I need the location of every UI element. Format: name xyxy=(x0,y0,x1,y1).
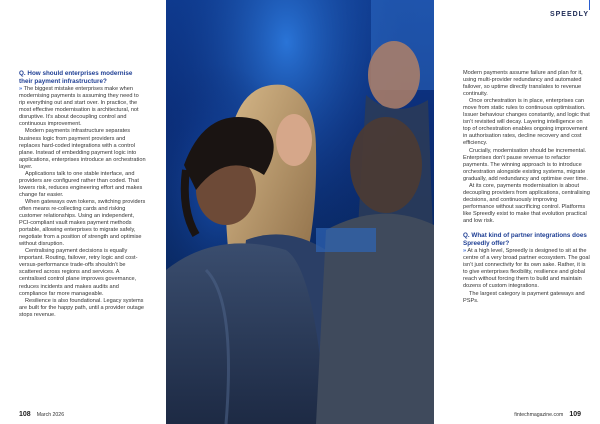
left-paragraph-3: Applications talk to one stable interface, and providers are configured rather than coded. That lowers risk, reduces engineering effort and makes change far easier. xyxy=(19,170,143,198)
section-gap xyxy=(463,225,590,232)
left-question: Q. How should enterprises modernise their payment infrastructure? xyxy=(19,70,133,85)
right-paragraph-1: Modern payments assume failure and plan for it, using multi-provider redundancy and automated failover, so uptime directly translates to revenue continuity. xyxy=(463,70,583,98)
left-paragraph-4: When gateways own tokens, switching providers often means re-collecting cards and risking customer relationships. Using an independent, PCI-compliant vault makes payment methods portable, allowing enterprises to migrate safely, negotiate from a position of strength and optimise without disruption. xyxy=(19,198,146,248)
right-text-column xyxy=(463,70,590,305)
answer-marker-icon: » xyxy=(19,86,23,93)
site-url: fintechmagazine.com xyxy=(514,412,564,418)
issue-date: March 2026 xyxy=(36,412,65,418)
answer-marker-icon: » xyxy=(463,248,467,255)
right-paragraph-5 xyxy=(463,248,590,290)
right-question: Q. What kind of partner integrations does Spreedly offer? xyxy=(463,232,587,247)
conference-photo xyxy=(166,0,434,424)
left-paragraph-2: Modern payments infrastructure separates business logic from payment providers and replaces hard-coded integrations with a control plane. Instead of embedding payment logic into applications, enterprises introduce an orchestration layer. xyxy=(19,128,146,170)
left-page-number: 108 xyxy=(19,411,31,418)
left-paragraph-6: Resilience is also foundational. Legacy systems are built for the happy path, until a provider outage stops revenue. xyxy=(19,297,145,318)
left-paragraph-1 xyxy=(19,86,146,128)
photo-illustration xyxy=(166,0,434,424)
right-footer xyxy=(514,411,581,418)
right-paragraph-3: Crucially, modernisation should be incremental. Enterprises don’t pause revenue to refactor payments. The winning approach is to introduce orchestration alongside existing systems, migrate gradually, add redundancy and optimise over time. xyxy=(463,147,588,182)
right-paragraph-6: The largest category is payment gateways and PSPs. xyxy=(463,290,585,304)
left-text-column xyxy=(19,70,146,319)
brand-label: SPEEDLY xyxy=(549,11,589,18)
left-paragraph-1-text: The biggest mistake enterprises make when modernising payments is assuming they need to rip everything out and start over. In practice, the most effective modernisation is architectural, not disruptive. It’s about decoupling control and continuous improvement. xyxy=(19,86,139,128)
right-paragraph-5-text: At a high level, Spreedly is designed to sit at the centre of a very broad partner ecosystem. The goal isn’t just connectivity for its own sake. Rather, it is to give enterprises flexibility, resilience and global reach without forcing them to build and maintain dozens of custom integrations. xyxy=(463,248,590,290)
right-paragraph-4: At its core, payments modernisation is about decoupling providers from applications, centralising decisions, and continuously improving performance without sacrificing control. Platforms like Spreedly exist to make that evolution practical and low risk. xyxy=(463,182,590,224)
right-page-number: 109 xyxy=(569,411,581,418)
left-paragraph-5: Centralising payment decisions is equally important. Routing, failover, retry logic and cost-versus-performance trade-offs shouldn’t be scattered across regions and services. A centralised control plane improves governance, reduces incidents and makes audits and compliance far more manageable. xyxy=(19,248,138,297)
right-paragraph-2: Once orchestration is in place, enterprises can move from static rules to continuous optimisation. Issuer behaviour changes constantly, and logic that isn’t revisited will decay. Layering intelligence on top of orchestration enables ongoing improvement in authorisation rates, decline recovery and cost efficiency. xyxy=(463,98,590,147)
left-footer xyxy=(19,411,64,418)
header-accent-rule xyxy=(589,0,590,10)
